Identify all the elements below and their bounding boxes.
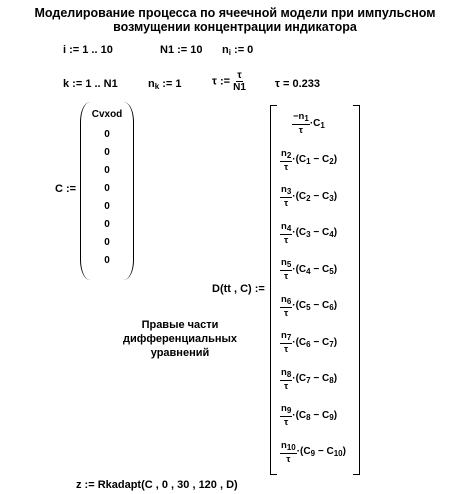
tau-assign: τ :=: [212, 75, 231, 88]
d-row-numerator: [280, 330, 292, 344]
d-row-n-subscript: 7: [286, 333, 292, 342]
d-row-minus-c: − C: [310, 190, 330, 202]
d-row-numerator: [280, 221, 292, 235]
tau-fraction-den: N1: [233, 82, 246, 93]
d-row-close-paren: ): [333, 227, 338, 238]
d-row-c-subscript-2: 10: [333, 449, 343, 458]
d-row-denominator: τ: [284, 380, 289, 392]
d-row-c-subscript-2: 4: [329, 230, 334, 239]
d-row-c-symbol: ·(C: [292, 190, 307, 202]
d-row-n-symbol: n: [281, 366, 287, 378]
d-row-n-subscript: 4: [286, 223, 292, 233]
k-range-definition[interactable]: k := 1 .. N1: [63, 78, 118, 90]
d-row-minus-c: − C: [310, 300, 330, 311]
d-row-c-symbol: ·(C: [292, 263, 307, 275]
d-row-c-symbol: ·C: [309, 117, 321, 129]
d-row-fraction: [280, 330, 292, 355]
worksheet-title: [0, 6, 470, 34]
d-row-n-symbol: n: [281, 184, 287, 195]
d-row-c-symbol: ·(C: [292, 336, 307, 348]
d-row-fraction: [280, 148, 292, 173]
d-row-minus-c: − C: [310, 227, 330, 238]
d-row-n-subscript: 10: [286, 442, 296, 452]
d-row-n-symbol: n: [281, 293, 287, 305]
d-row-fraction: [280, 221, 292, 246]
d-row-fraction: [280, 257, 292, 282]
d-row-c-subscript-1: 1: [320, 120, 325, 130]
n-k-definition[interactable]: [148, 78, 182, 91]
d-row-numerator: [280, 294, 292, 308]
c-vector-entry: 0: [104, 219, 110, 230]
tau-fraction: [233, 70, 246, 93]
d-vector-row: [280, 330, 360, 355]
d-row-c-subscript-2: 2: [329, 157, 334, 166]
c-vector[interactable]: [80, 102, 134, 280]
d-row-n-subscript: 1: [304, 114, 309, 123]
n1-definition[interactable]: N1 := 10: [160, 44, 203, 56]
d-row-c-symbol: ·(C: [292, 227, 307, 238]
d-vector-row: [280, 148, 360, 173]
d-row-minus-c: − C: [310, 373, 330, 384]
n-i-symbol: n: [222, 44, 229, 56]
d-row-minus-c: − C: [310, 336, 330, 348]
d-row-denominator: τ: [284, 307, 289, 319]
d-row-fraction: [280, 403, 292, 428]
d-row-denominator: τ: [284, 161, 289, 173]
d-row-expression: [292, 227, 337, 238]
d-row-close-paren: ): [333, 154, 338, 165]
d-row-denominator: τ: [284, 234, 289, 246]
d-vector-row: [280, 221, 360, 246]
d-row-n-subscript: 8: [286, 369, 292, 379]
c-vector-entry: 0: [104, 183, 110, 194]
c-vector-entry: 0: [104, 237, 110, 248]
tau-fraction-num: τ: [237, 70, 242, 81]
d-row-expression: [292, 410, 337, 421]
d-row-expression: [292, 191, 337, 202]
c-vector-entry: 0: [104, 129, 110, 140]
d-row-n-symbol: n: [281, 220, 287, 232]
d-row-c-subscript-1: 5: [306, 303, 311, 312]
d-row-expression: [292, 373, 337, 384]
rkadapt-call[interactable]: z := Rkadapt(C , 0 , 30 , 120 , D): [76, 479, 238, 491]
d-row-c-subscript-1: 7: [306, 376, 311, 385]
d-row-c-symbol: ·(C: [292, 154, 307, 165]
d-vector-left-bracket: [270, 105, 277, 475]
note-line-1: Правые части: [141, 319, 219, 331]
d-row-denominator: τ: [298, 125, 304, 136]
d-row-numerator: [280, 257, 292, 271]
d-row-n-subscript: 9: [286, 406, 292, 415]
d-row-numerator: [280, 148, 292, 162]
d-row-numerator: [280, 184, 292, 198]
n-i-subscript: i: [228, 48, 231, 57]
d-row-minus-c: − C: [315, 446, 334, 457]
d-row-c-symbol: ·(C: [292, 409, 307, 421]
d-row-expression: [292, 264, 337, 275]
d-row-fraction: [280, 294, 292, 319]
d-row-expression: [310, 118, 325, 129]
d-row-close-paren: ): [333, 300, 338, 311]
note-line-2: дифференциальных: [123, 333, 237, 345]
d-vector-row: [280, 440, 360, 465]
d-vector-row: [280, 294, 360, 319]
n-i-definition[interactable]: [222, 44, 253, 57]
d-row-close-paren: ): [333, 190, 338, 202]
d-row-close-paren: ): [333, 336, 338, 348]
d-vector-row: [280, 184, 360, 209]
d-row-expression: [297, 446, 346, 457]
d-row-n-symbol: n: [281, 403, 287, 414]
d-row-fraction: [280, 184, 292, 209]
i-range-definition[interactable]: i := 1 .. 10: [63, 44, 113, 56]
d-row-c-subscript-1: 4: [306, 266, 311, 276]
d-row-fraction: [280, 440, 297, 465]
d-row-c-subscript-1: 8: [306, 412, 311, 422]
c-vector-entry: 0: [104, 255, 110, 266]
d-row-c-subscript-1: 6: [306, 339, 311, 349]
d-row-numerator: [280, 403, 292, 417]
d-row-n-symbol: n: [281, 439, 287, 451]
d-row-denominator: τ: [284, 198, 289, 209]
d-vector-row: [292, 111, 372, 136]
d-row-n-symbol: −n: [293, 111, 305, 122]
d-row-n-subscript: 6: [286, 296, 292, 306]
d-row-c-symbol: ·(C: [292, 373, 307, 384]
d-row-minus-c: − C: [310, 154, 330, 165]
equations-note: [120, 318, 240, 360]
d-row-fraction: [292, 111, 310, 136]
tau-evaluation[interactable]: τ = 0.233: [275, 78, 320, 90]
d-row-denominator: τ: [284, 271, 289, 282]
c-vector-entry: 0: [104, 147, 110, 158]
d-row-close-paren: ): [333, 409, 338, 421]
d-row-numerator: [280, 440, 297, 454]
d-row-denominator: τ: [286, 453, 291, 465]
n-i-value: := 0: [234, 44, 254, 56]
title-line-1: Моделирование процесса по ячеечной модели при импульсном: [34, 6, 436, 20]
d-row-close-paren: ): [342, 446, 346, 457]
d-row-c-subscript-2: 9: [329, 412, 334, 422]
d-row-close-paren: ): [333, 263, 338, 275]
d-row-minus-c: − C: [310, 263, 330, 275]
d-row-close-paren: ): [333, 373, 338, 384]
n-k-subscript: k: [154, 82, 160, 91]
tau-definition[interactable]: [212, 70, 246, 93]
d-row-n-symbol: n: [281, 330, 287, 341]
d-row-fraction: [280, 367, 292, 392]
title-line-2: возмущении концентрации индикатора: [113, 20, 357, 34]
d-row-c-subscript-2: 6: [329, 303, 334, 312]
n-k-value: := 1: [162, 78, 182, 90]
d-row-c-subscript-2: 7: [329, 339, 334, 349]
d-row-c-subscript-1: 2: [306, 193, 311, 203]
d-row-expression: [292, 154, 337, 165]
d-row-c-subscript-1: 3: [306, 230, 311, 239]
note-line-3: уравнений: [150, 347, 210, 359]
d-row-expression: [292, 337, 337, 348]
c-vector-entry: 0: [104, 201, 110, 212]
d-row-denominator: τ: [284, 344, 289, 355]
d-row-expression: [292, 300, 337, 311]
d-row-minus-c: − C: [310, 409, 330, 421]
d-row-c-subscript-1: 1: [306, 157, 311, 166]
d-row-c-symbol: ·(C: [296, 446, 311, 457]
d-vector-row: [280, 403, 360, 428]
c-vector-entry: 0: [104, 165, 110, 176]
d-row-n-symbol: n: [281, 257, 287, 268]
d-row-n-subscript: 2: [286, 150, 292, 160]
d-row-denominator: τ: [284, 417, 289, 428]
d-row-numerator: [292, 111, 310, 125]
d-function-label: D(tt , C) :=: [212, 283, 265, 295]
d-row-n-subscript: 5: [286, 260, 292, 269]
c-vector-entry: Cvxod: [91, 109, 123, 120]
c-vector-label: C :=: [55, 183, 77, 195]
d-row-c-subscript-2: 3: [329, 193, 334, 203]
d-row-c-subscript-2: 5: [329, 266, 334, 276]
n-k-symbol: n: [148, 78, 155, 90]
d-row-numerator: [280, 367, 292, 381]
d-row-c-subscript-1: 9: [310, 449, 316, 458]
d-vector[interactable]: [270, 105, 360, 473]
d-row-n-symbol: n: [281, 147, 287, 159]
d-row-n-subscript: 3: [286, 187, 292, 196]
d-row-c-symbol: ·(C: [292, 300, 307, 311]
d-row-c-subscript-2: 8: [329, 376, 334, 385]
d-vector-row: [280, 367, 360, 392]
d-vector-row: [280, 257, 360, 282]
